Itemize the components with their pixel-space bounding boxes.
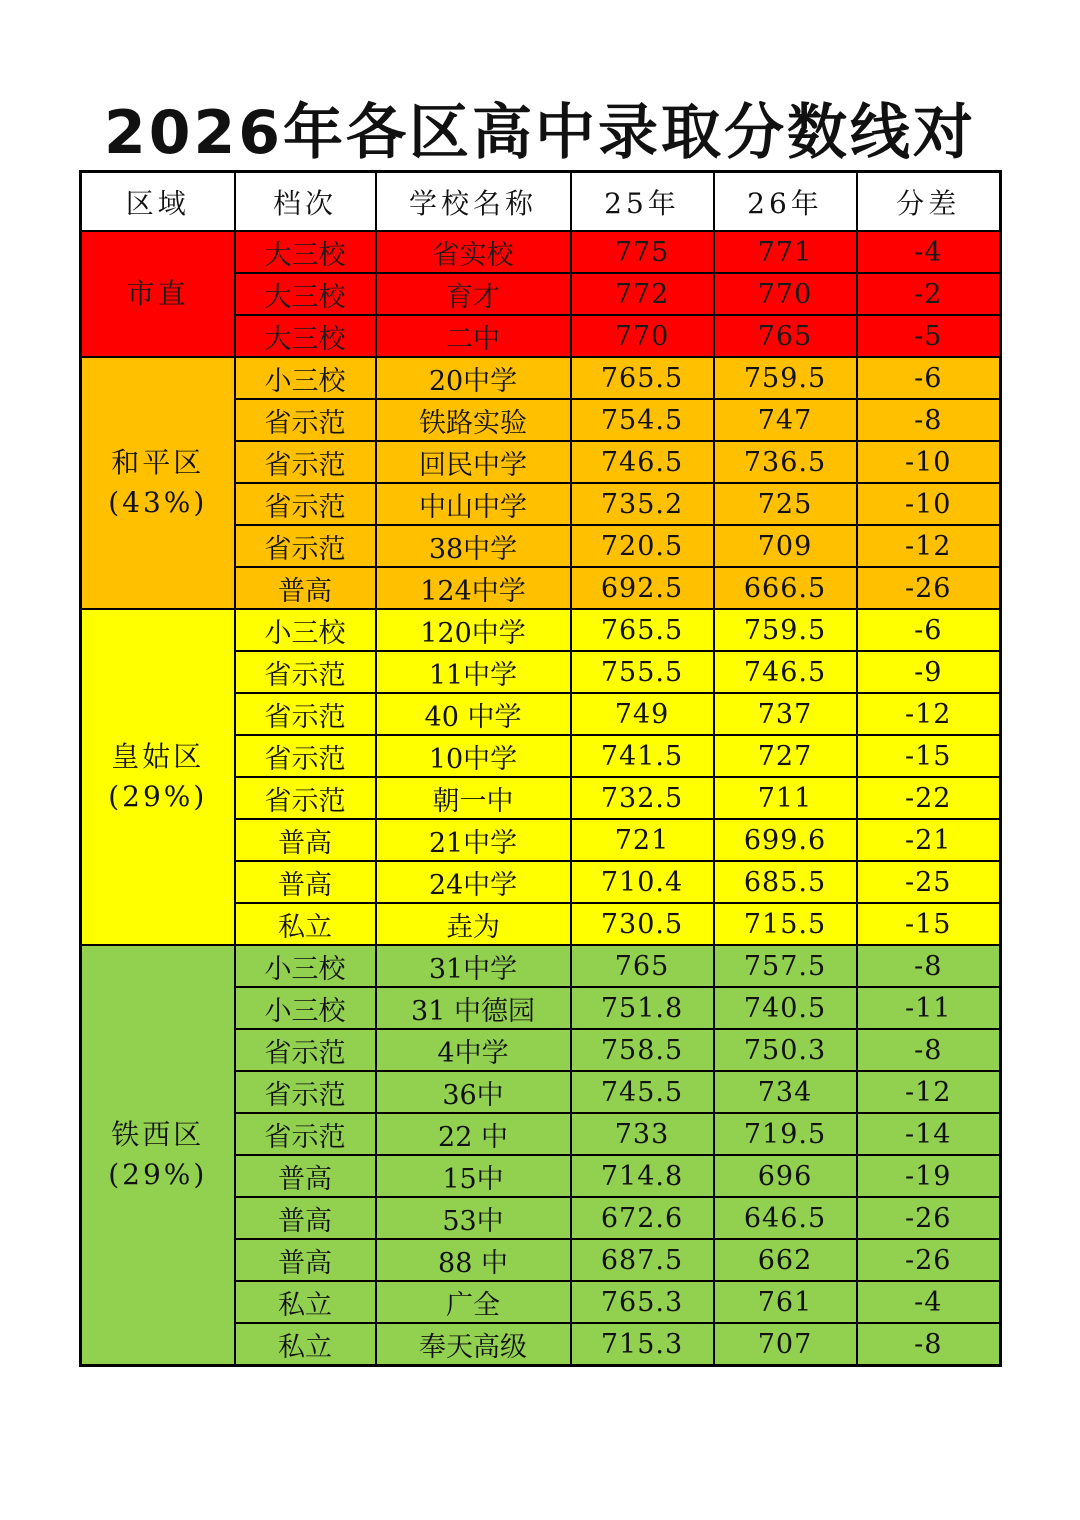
score-2026-cell: 771 [714, 231, 857, 273]
tier-cell: 省示范 [235, 777, 376, 819]
score-2026-cell: 734 [714, 1071, 857, 1113]
header-diff: 分差 [857, 172, 1001, 232]
tier-cell: 小三校 [235, 987, 376, 1029]
tier-cell: 省示范 [235, 441, 376, 483]
tier-cell: 省示范 [235, 1071, 376, 1113]
score-2025-cell: 672.6 [571, 1197, 714, 1239]
tier-cell: 省示范 [235, 525, 376, 567]
tier-cell: 大三校 [235, 231, 376, 273]
score-2025-cell: 754.5 [571, 399, 714, 441]
school-cell: 124中学 [376, 567, 571, 609]
region-share: (29%) [108, 780, 208, 813]
region-name: 和平区 [111, 446, 205, 479]
school-cell: 53中 [376, 1197, 571, 1239]
school-cell: 回民中学 [376, 441, 571, 483]
diff-cell: -26 [857, 1239, 1001, 1281]
score-2026-cell: 747 [714, 399, 857, 441]
score-2026-cell: 757.5 [714, 945, 857, 987]
school-cell: 36中 [376, 1071, 571, 1113]
region-name: 皇姑区 [111, 740, 205, 773]
score-2026-cell: 761 [714, 1281, 857, 1323]
diff-cell: -12 [857, 693, 1001, 735]
score-2026-cell: 715.5 [714, 903, 857, 945]
diff-cell: -26 [857, 567, 1001, 609]
table-body [81, 231, 1001, 1366]
region-share: (43%) [108, 486, 208, 519]
score-2026-cell: 736.5 [714, 441, 857, 483]
school-cell: 广全 [376, 1281, 571, 1323]
tier-cell: 普高 [235, 1239, 376, 1281]
diff-cell: -8 [857, 1029, 1001, 1071]
tier-cell: 省示范 [235, 483, 376, 525]
school-cell: 垚为 [376, 903, 571, 945]
tier-cell: 普高 [235, 1197, 376, 1239]
diff-cell: -21 [857, 819, 1001, 861]
diff-cell: -8 [857, 945, 1001, 987]
score-2025-cell: 721 [571, 819, 714, 861]
score-2025-cell: 751.8 [571, 987, 714, 1029]
diff-cell: -15 [857, 735, 1001, 777]
diff-cell: -6 [857, 609, 1001, 651]
school-cell: 10中学 [376, 735, 571, 777]
school-cell: 22 中 [376, 1113, 571, 1155]
score-2026-cell: 707 [714, 1323, 857, 1366]
score-2026-cell: 666.5 [714, 567, 857, 609]
score-2025-cell: 775 [571, 231, 714, 273]
score-2025-cell: 765.5 [571, 609, 714, 651]
score-2025-cell: 715.3 [571, 1323, 714, 1366]
score-2025-cell: 714.8 [571, 1155, 714, 1197]
diff-cell: -12 [857, 525, 1001, 567]
tier-cell: 小三校 [235, 945, 376, 987]
score-2025-cell: 758.5 [571, 1029, 714, 1071]
tier-cell: 私立 [235, 1323, 376, 1366]
region-cell [81, 609, 235, 945]
score-2026-cell: 711 [714, 777, 857, 819]
score-2026-cell: 709 [714, 525, 857, 567]
diff-cell: -4 [857, 1281, 1001, 1323]
header-region: 区域 [81, 172, 235, 232]
score-2025-cell: 772 [571, 273, 714, 315]
score-2025-cell: 692.5 [571, 567, 714, 609]
score-2025-cell: 732.5 [571, 777, 714, 819]
score-2026-cell: 685.5 [714, 861, 857, 903]
header-2025: 25年 [571, 172, 714, 232]
region-name: 铁西区 [111, 1118, 205, 1151]
diff-cell: -15 [857, 903, 1001, 945]
school-cell: 88 中 [376, 1239, 571, 1281]
tier-cell: 省示范 [235, 693, 376, 735]
tier-cell: 普高 [235, 1155, 376, 1197]
school-cell: 二中 [376, 315, 571, 357]
diff-cell: -25 [857, 861, 1001, 903]
tier-cell: 大三校 [235, 273, 376, 315]
header-tier: 档次 [235, 172, 376, 232]
school-cell: 铁路实验 [376, 399, 571, 441]
score-2026-cell: 770 [714, 273, 857, 315]
diff-cell: -8 [857, 1323, 1001, 1366]
score-2025-cell: 770 [571, 315, 714, 357]
tier-cell: 普高 [235, 567, 376, 609]
score-2025-cell: 746.5 [571, 441, 714, 483]
score-2025-cell: 765 [571, 945, 714, 987]
score-2025-cell: 755.5 [571, 651, 714, 693]
tier-cell: 私立 [235, 1281, 376, 1323]
school-cell: 朝一中 [376, 777, 571, 819]
score-2025-cell: 765.3 [571, 1281, 714, 1323]
score-2025-cell: 733 [571, 1113, 714, 1155]
diff-cell: -19 [857, 1155, 1001, 1197]
score-2025-cell: 765.5 [571, 357, 714, 399]
score-2026-cell: 759.5 [714, 357, 857, 399]
diff-cell: -4 [857, 231, 1001, 273]
header-2026: 26年 [714, 172, 857, 232]
score-2025-cell: 741.5 [571, 735, 714, 777]
score-2026-cell: 719.5 [714, 1113, 857, 1155]
score-2026-cell: 750.3 [714, 1029, 857, 1071]
region-name: 市直 [126, 277, 189, 310]
tier-cell: 普高 [235, 861, 376, 903]
header-row [81, 172, 1001, 232]
tier-cell: 省示范 [235, 1029, 376, 1071]
score-2025-cell: 749 [571, 693, 714, 735]
school-cell: 24中学 [376, 861, 571, 903]
region-cell [81, 231, 235, 357]
tier-cell: 省示范 [235, 1113, 376, 1155]
score-2026-cell: 662 [714, 1239, 857, 1281]
school-cell: 31中学 [376, 945, 571, 987]
region-cell [81, 357, 235, 609]
diff-cell: -9 [857, 651, 1001, 693]
school-cell: 38中学 [376, 525, 571, 567]
school-cell: 省实校 [376, 231, 571, 273]
school-cell: 奉天高级 [376, 1323, 571, 1366]
score-2025-cell: 730.5 [571, 903, 714, 945]
page-title: 2026年各区高中录取分数线对 [104, 98, 976, 168]
score-2025-cell: 735.2 [571, 483, 714, 525]
school-cell: 15中 [376, 1155, 571, 1197]
diff-cell: -11 [857, 987, 1001, 1029]
table-row [81, 231, 1001, 273]
tier-cell: 省示范 [235, 399, 376, 441]
school-cell: 120中学 [376, 609, 571, 651]
table-row [81, 609, 1001, 651]
score-2025-cell: 720.5 [571, 525, 714, 567]
tier-cell: 普高 [235, 819, 376, 861]
school-cell: 中山中学 [376, 483, 571, 525]
score-2026-cell: 759.5 [714, 609, 857, 651]
school-cell: 4中学 [376, 1029, 571, 1071]
tier-cell: 省示范 [235, 651, 376, 693]
diff-cell: -8 [857, 399, 1001, 441]
region-share: (29%) [108, 1158, 208, 1191]
score-2026-cell: 740.5 [714, 987, 857, 1029]
diff-cell: -6 [857, 357, 1001, 399]
school-cell: 31 中德园 [376, 987, 571, 1029]
school-cell: 20中学 [376, 357, 571, 399]
score-2026-cell: 765 [714, 315, 857, 357]
diff-cell: -14 [857, 1113, 1001, 1155]
diff-cell: -5 [857, 315, 1001, 357]
region-cell [81, 945, 235, 1366]
school-cell: 21中学 [376, 819, 571, 861]
score-2026-cell: 646.5 [714, 1197, 857, 1239]
table-row [81, 945, 1001, 987]
tier-cell: 大三校 [235, 315, 376, 357]
school-cell: 40 中学 [376, 693, 571, 735]
score-2026-cell: 727 [714, 735, 857, 777]
score-2025-cell: 687.5 [571, 1239, 714, 1281]
tier-cell: 省示范 [235, 735, 376, 777]
tier-cell: 小三校 [235, 357, 376, 399]
diff-cell: -26 [857, 1197, 1001, 1239]
score-2025-cell: 710.4 [571, 861, 714, 903]
diff-cell: -22 [857, 777, 1001, 819]
header-school: 学校名称 [376, 172, 571, 232]
score-2026-cell: 699.6 [714, 819, 857, 861]
diff-cell: -12 [857, 1071, 1001, 1113]
tier-cell: 小三校 [235, 609, 376, 651]
score-2026-cell: 746.5 [714, 651, 857, 693]
diff-cell: -10 [857, 483, 1001, 525]
school-cell: 育才 [376, 273, 571, 315]
table-row [81, 357, 1001, 399]
score-2026-cell: 737 [714, 693, 857, 735]
score-table [79, 170, 1002, 1367]
school-cell: 11中学 [376, 651, 571, 693]
score-2026-cell: 725 [714, 483, 857, 525]
diff-cell: -10 [857, 441, 1001, 483]
score-2026-cell: 696 [714, 1155, 857, 1197]
score-2025-cell: 745.5 [571, 1071, 714, 1113]
tier-cell: 私立 [235, 903, 376, 945]
diff-cell: -2 [857, 273, 1001, 315]
